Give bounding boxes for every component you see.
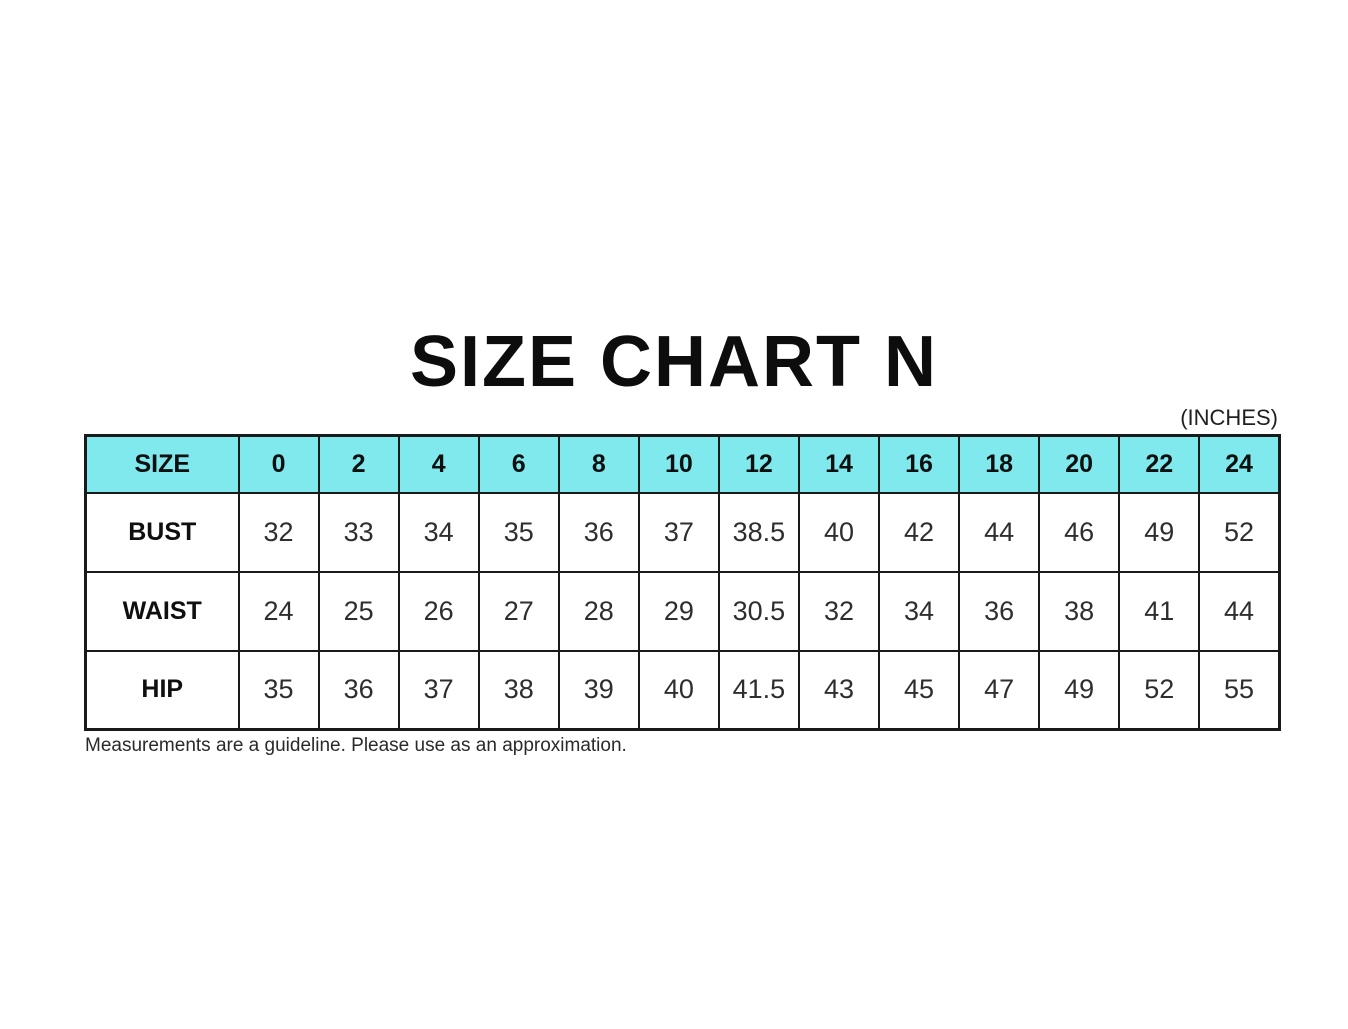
value-cell: 49 xyxy=(1119,493,1199,572)
value-cell: 39 xyxy=(559,651,639,730)
size-chart-table xyxy=(84,434,1281,731)
value-cell: 30.5 xyxy=(719,572,799,651)
size-header-cell: 0 xyxy=(239,436,319,493)
value-cell: 36 xyxy=(559,493,639,572)
row-label-cell: BUST xyxy=(86,493,239,572)
value-cell: 26 xyxy=(399,572,479,651)
row-label-cell: HIP xyxy=(86,651,239,730)
size-header-cell: 8 xyxy=(559,436,639,493)
size-header-cell: 10 xyxy=(639,436,719,493)
size-header-cell: 2 xyxy=(319,436,399,493)
value-cell: 38.5 xyxy=(719,493,799,572)
value-cell: 35 xyxy=(479,493,559,572)
value-cell: 36 xyxy=(319,651,399,730)
value-cell: 33 xyxy=(319,493,399,572)
value-cell: 46 xyxy=(1039,493,1119,572)
value-cell: 40 xyxy=(799,493,879,572)
value-cell: 42 xyxy=(879,493,959,572)
size-header-cell: 6 xyxy=(479,436,559,493)
value-cell: 25 xyxy=(319,572,399,651)
value-cell: 40 xyxy=(639,651,719,730)
row-label-cell: WAIST xyxy=(86,572,239,651)
value-cell: 32 xyxy=(799,572,879,651)
value-cell: 55 xyxy=(1199,651,1279,730)
value-cell: 24 xyxy=(239,572,319,651)
measurement-rows xyxy=(86,493,1280,730)
value-cell: 52 xyxy=(1119,651,1199,730)
value-cell: 37 xyxy=(399,651,479,730)
value-cell: 44 xyxy=(959,493,1039,572)
value-cell: 43 xyxy=(799,651,879,730)
value-cell: 52 xyxy=(1199,493,1279,572)
value-cell: 41 xyxy=(1119,572,1199,651)
value-cell: 27 xyxy=(479,572,559,651)
size-header-cell: 22 xyxy=(1119,436,1199,493)
value-cell: 41.5 xyxy=(719,651,799,730)
value-cell: 32 xyxy=(239,493,319,572)
measurement-row-hip xyxy=(86,651,1280,730)
value-cell: 44 xyxy=(1199,572,1279,651)
value-cell: 36 xyxy=(959,572,1039,651)
size-header-cell: 14 xyxy=(799,436,879,493)
value-cell: 28 xyxy=(559,572,639,651)
measurement-row-bust xyxy=(86,493,1280,572)
value-cell: 47 xyxy=(959,651,1039,730)
value-cell: 34 xyxy=(399,493,479,572)
size-header-cell: 18 xyxy=(959,436,1039,493)
value-cell: 34 xyxy=(879,572,959,651)
size-header-cell: 20 xyxy=(1039,436,1119,493)
value-cell: 45 xyxy=(879,651,959,730)
units-label: (INCHES) xyxy=(1180,405,1278,430)
size-header-row xyxy=(86,436,1280,493)
value-cell: 38 xyxy=(479,651,559,730)
footnote-text: Measurements are a guideline. Please use as an approximation. xyxy=(85,735,627,756)
value-cell: 35 xyxy=(239,651,319,730)
size-header-cell: 16 xyxy=(879,436,959,493)
value-cell: 29 xyxy=(639,572,719,651)
value-cell: 38 xyxy=(1039,572,1119,651)
size-header-cell: 4 xyxy=(399,436,479,493)
size-header-cell: 24 xyxy=(1199,436,1279,493)
value-cell: 37 xyxy=(639,493,719,572)
value-cell: 49 xyxy=(1039,651,1119,730)
measurement-row-waist xyxy=(86,572,1280,651)
size-header-label: SIZE xyxy=(86,436,239,493)
size-header-cell: 12 xyxy=(719,436,799,493)
page-title: SIZE CHART N xyxy=(410,322,938,402)
